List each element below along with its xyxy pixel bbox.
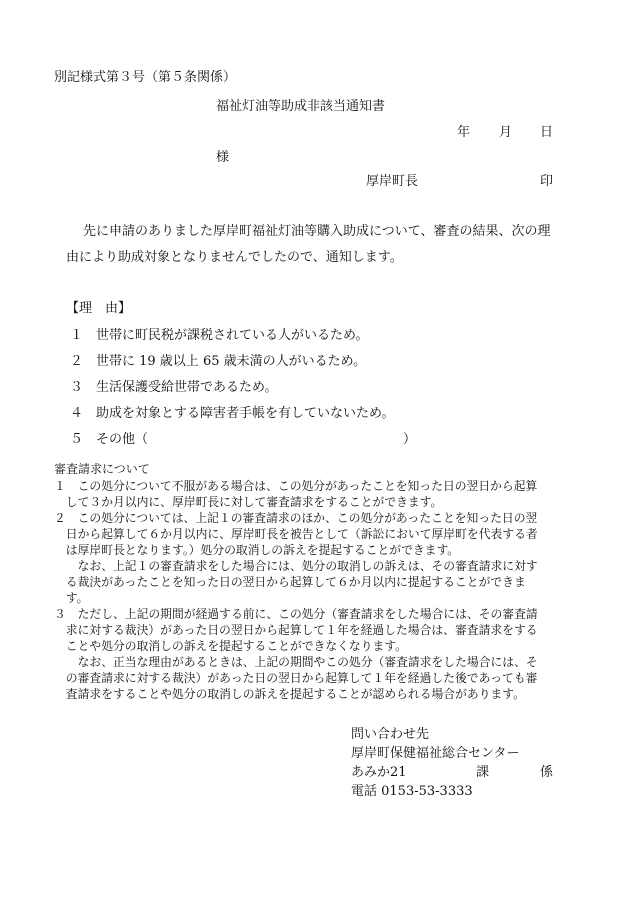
review-line: す。 bbox=[54, 591, 89, 605]
contact-office: 厚岸町保健福祉総合センター bbox=[351, 746, 520, 761]
review-line: の審査請求に対する裁決）があった日の翌日から起算して１年を経過した後であっても審 bbox=[54, 671, 538, 685]
review-line: して３か月以内に、厚岸町長に対して審査請求をすることができます。 bbox=[54, 495, 443, 509]
review-line: は厚岸町長となります。）処分の取消しの訴えを提起することができます。 bbox=[54, 543, 460, 557]
review-line: ２ この処分については、上記１の審査請求のほか、この処分があったことを知った日の翌 bbox=[54, 511, 538, 525]
reason-text: その他（ bbox=[96, 432, 149, 447]
reasons-heading: 【理 由】 bbox=[66, 301, 132, 316]
review-line: ３ ただし、上記の期間が経過する前に、この処分（審査請求をした場合には、その審査請 bbox=[54, 607, 538, 621]
review-line: 日から起算して６か月以内に、厚岸町長を被告として（訴訟において厚岸町を代表する者 bbox=[54, 527, 538, 541]
date-day: 日 bbox=[540, 125, 554, 140]
intro-line-1: 先に申請のありました厚岸町福祉灯油等購入助成について、審査の結果、次の理 bbox=[83, 224, 551, 239]
reason-text: 生活保護受給世帯であるため。 bbox=[96, 380, 278, 395]
recipient-suffix: 様 bbox=[216, 150, 230, 165]
other-close-paren: ） bbox=[403, 432, 417, 447]
sender-name: 厚岸町長 bbox=[366, 174, 419, 189]
form-label: 別記様式第３号（第５条関係） bbox=[54, 70, 237, 85]
review-line: なお、正当な理由があるときは、上記の期間やこの処分（審査請求をした場合には、そ bbox=[54, 655, 538, 669]
contact-heading: 問い合わせ先 bbox=[351, 727, 430, 742]
contact-building: あみか21 bbox=[351, 765, 407, 780]
reason-text: 世帯に 19 歳以上 65 歳未満の人がいるため。 bbox=[96, 354, 367, 369]
review-line: 求に対する裁決）があった日の翌日から起算して１年を経過した場合は、審査請求をする bbox=[54, 623, 538, 637]
intro-line-2: 由により助成対象となりませんでしたので、通知します。 bbox=[66, 250, 403, 265]
reason-number: ２ bbox=[70, 354, 84, 369]
review-line: なお、上記１の審査請求をした場合には、処分の取消しの訴えは、その審査請求に対す bbox=[54, 559, 538, 573]
date-month: 月 bbox=[499, 125, 513, 140]
seal-mark: 印 bbox=[540, 174, 554, 189]
reason-text: 助成を対象とする障害者手帳を有していないため。 bbox=[96, 406, 395, 421]
review-line: 査請求をすることや処分の取消しの訴えを提起することが認められる場合があります。 bbox=[54, 687, 525, 701]
document-title: 福祉灯油等助成非該当通知書 bbox=[216, 99, 386, 114]
reason-number: ４ bbox=[70, 406, 84, 421]
reason-number: ３ bbox=[70, 380, 84, 395]
reason-text: 世帯に町民税が課税されている人がいるため。 bbox=[96, 328, 369, 343]
review-heading: 審査請求について bbox=[54, 462, 150, 476]
reason-number: １ bbox=[70, 328, 84, 343]
review-line: ことや処分の取消しの訴えを提起することができなくなります。 bbox=[54, 639, 407, 653]
contact-section: 課 bbox=[476, 765, 490, 780]
review-line: １ この処分について不服がある場合は、この処分があったことを知った日の翌日から起算 bbox=[54, 479, 538, 493]
contact-phone: 電話 0153-53-3333 bbox=[351, 784, 473, 799]
reason-number: ５ bbox=[70, 432, 84, 447]
contact-staff: 係 bbox=[540, 765, 554, 780]
date-year: 年 bbox=[457, 125, 471, 140]
review-line: る裁決があったことを知った日の翌日から起算して６か月以内に提起することができま bbox=[54, 575, 526, 589]
